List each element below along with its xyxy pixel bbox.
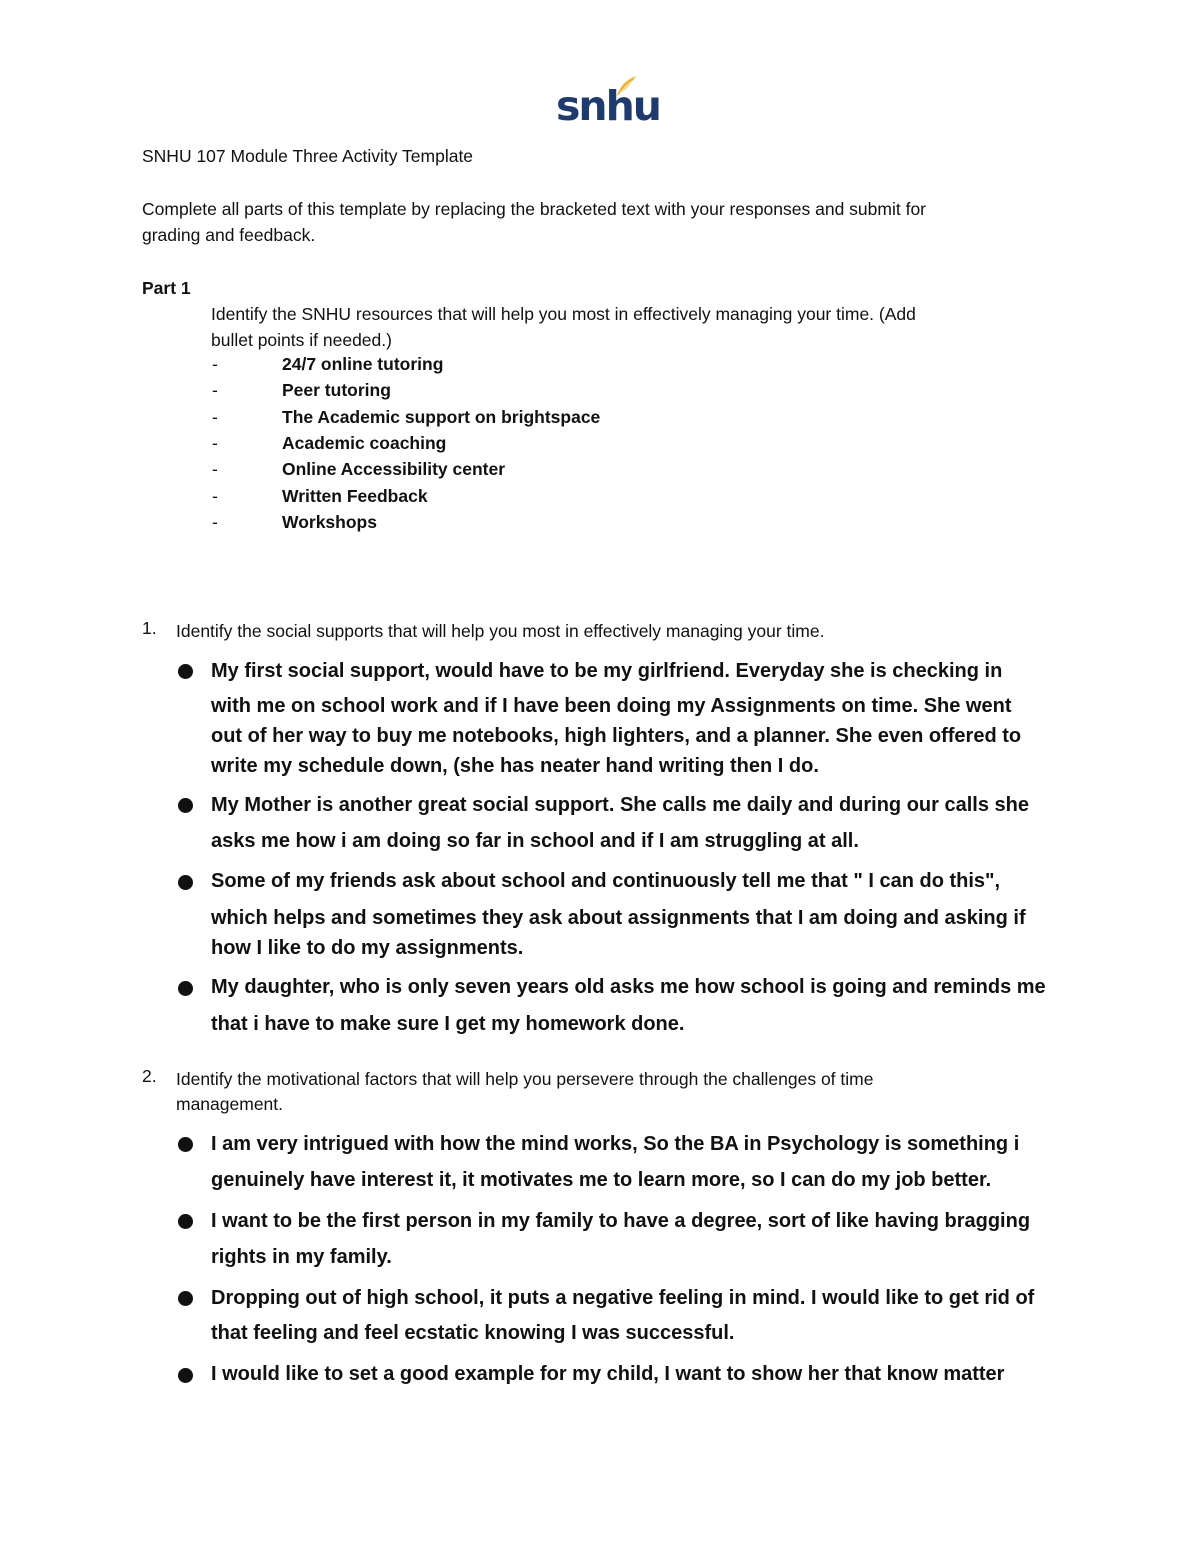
q2-bullet-2 xyxy=(211,1206,1071,1272)
resource-item: Workshops xyxy=(282,512,377,532)
bullet-line: rights in my family. xyxy=(211,1246,392,1268)
dash-marker: - xyxy=(212,433,218,453)
document-title: SNHU 107 Module Three Activity Template xyxy=(142,146,474,166)
q1-bullet-1 xyxy=(211,656,1071,781)
instructions-line-2: grading and feedback. xyxy=(142,225,316,245)
logo-wordmark: snhu xyxy=(556,82,660,130)
q2-prompt-line-1: Identify the motivational factors that will help you persevere through the challenges of time xyxy=(176,1069,874,1089)
q2-bullet-4 xyxy=(211,1359,1071,1389)
q2-bullet-3 xyxy=(211,1283,1071,1348)
bullet-line: which helps and sometimes they ask about assignments that I am doing and asking if xyxy=(211,907,1026,929)
bullet-line: My daughter, who is only seven years old asks me how school is going and reminds me xyxy=(211,976,1046,998)
resource-item: 24/7 online tutoring xyxy=(282,354,444,374)
bullet-dot xyxy=(178,1214,193,1229)
q1-bullet-2 xyxy=(211,790,1071,856)
q1-bullet-4 xyxy=(211,972,1071,1039)
bullet-line: I would like to set a good example for my child, I want to show her that know matter xyxy=(211,1363,1005,1385)
dash-marker: - xyxy=(212,407,218,427)
part1-heading: Part 1 xyxy=(142,278,191,298)
bullet-dot xyxy=(178,664,193,679)
bullet-line: asks me how i am doing so far in school and if I am struggling at all. xyxy=(211,830,859,852)
resource-item: Peer tutoring xyxy=(282,380,391,400)
bullet-line: that i have to make sure I get my homework done. xyxy=(211,1013,685,1035)
bullet-line: My first social support, would have to be my girlfriend. Everyday she is checking in xyxy=(211,660,1003,682)
bullet-dot xyxy=(178,1368,193,1383)
bullet-dot xyxy=(178,1137,193,1152)
q1-bullet-3 xyxy=(211,866,1071,963)
bullet-line: Some of my friends ask about school and continuously tell me that " I can do this", xyxy=(211,870,1001,892)
bullet-dot xyxy=(178,981,193,996)
dash-marker: - xyxy=(212,459,218,479)
bullet-line: write my schedule down, (she has neater hand writing then I do. xyxy=(211,755,819,777)
resource-item: The Academic support on brightspace xyxy=(282,407,601,427)
resource-item: Online Accessibility center xyxy=(282,459,506,479)
bullet-dot xyxy=(178,875,193,890)
dash-marker: - xyxy=(212,486,218,506)
q1-prompt: Identify the social supports that will help you most in effectively managing your time. xyxy=(176,621,825,641)
bullet-line: genuinely have interest it, it motivates me to learn more, so I can do my job better. xyxy=(211,1169,992,1191)
bullet-line: I want to be the first person in my family to have a degree, sort of like having bragging xyxy=(211,1210,1031,1232)
snhu-logo xyxy=(556,74,660,134)
bullet-line: with me on school work and if I have been doing my Assignments on time. She went xyxy=(211,695,1012,717)
resource-item: Academic coaching xyxy=(282,433,447,453)
q1-number: 1. xyxy=(142,618,157,638)
dash-marker: - xyxy=(212,512,218,532)
q2-bullet-1 xyxy=(211,1129,1071,1195)
bullet-line: that feeling and feel ecstatic knowing I was successful. xyxy=(211,1322,735,1344)
dash-marker: - xyxy=(212,354,218,374)
q2-prompt-line-2: management. xyxy=(176,1094,284,1114)
bullet-line: Dropping out of high school, it puts a negative feeling in mind. I would like to get rid of xyxy=(211,1287,1035,1309)
instructions-line-1: Complete all parts of this template by replacing the bracketed text with your responses and submit for xyxy=(142,199,927,219)
bullet-dot xyxy=(178,1291,193,1306)
resource-item: Written Feedback xyxy=(282,486,428,506)
bullet-line: My Mother is another great social support. She calls me daily and during our calls she xyxy=(211,794,1029,816)
q2-number: 2. xyxy=(142,1066,157,1086)
bullet-line: out of her way to buy me notebooks, high lighters, and a planner. She even offered to xyxy=(211,725,1022,747)
part1-prompt-line-1: Identify the SNHU resources that will help you most in effectively managing your time. (Add xyxy=(211,304,916,324)
dash-marker: - xyxy=(212,380,218,400)
bullet-line: I am very intrigued with how the mind works, So the BA in Psychology is something i xyxy=(211,1133,1020,1155)
bullet-line: how I like to do my assignments. xyxy=(211,937,524,959)
bullet-dot xyxy=(178,798,193,813)
part1-prompt-line-2: bullet points if needed.) xyxy=(211,330,392,350)
